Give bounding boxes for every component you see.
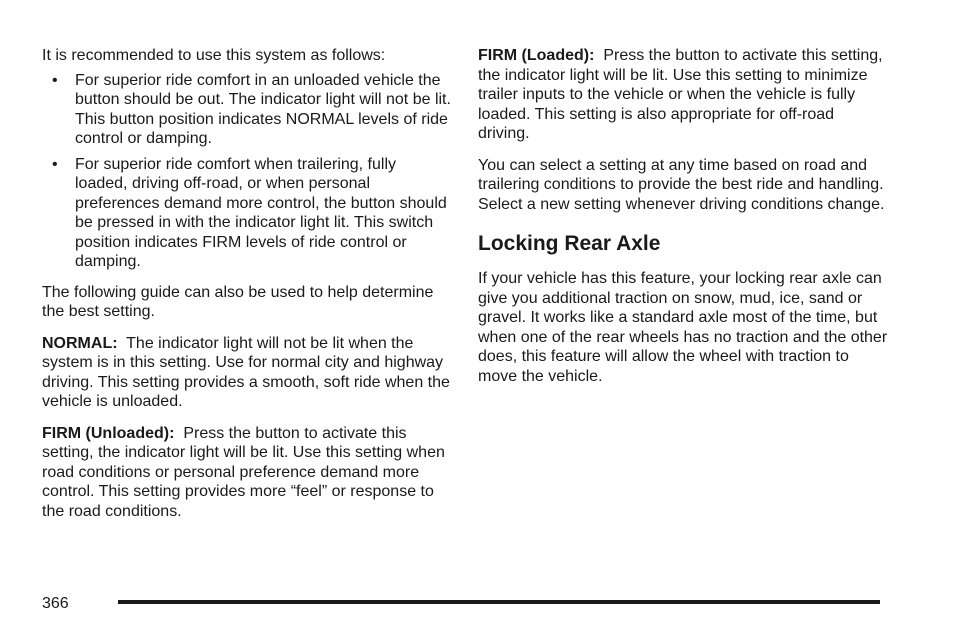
list-item: [42, 71, 452, 149]
firm-loaded-term: FIRM (Loaded):: [478, 47, 595, 64]
recommendation-list: [42, 71, 452, 272]
guide-paragraph: The following guide can also be used to help determine the best setting.: [42, 283, 434, 320]
normal-term: NORMAL:: [42, 334, 118, 352]
firm-unloaded-term: FIRM (Unloaded):: [42, 424, 175, 442]
right-column: [478, 46, 888, 398]
section-heading: Locking Rear Axle: [478, 232, 661, 255]
normal-description: The indicator light will not be lit when the system is in this setting. Use for normal city and highway driving. This setting provides a smooth, soft ride when the vehicle is unloaded.: [42, 334, 450, 410]
select-setting-paragraph: You can select a setting at any time based on road and trailering conditions to provide the best ride and handling. Select a new setting whenever driving conditions change.: [478, 156, 885, 213]
list-item-text: For superior ride comfort when trailering, fully loaded, driving off-road, or when personal preferences demand more control, the button should be pressed in with the indicator light lit. This switch position indicates FIRM levels of ride control or damping.: [75, 155, 447, 270]
footer-rule: [118, 600, 880, 604]
list-item: [42, 155, 452, 272]
firm-loaded-paragraph: [478, 46, 888, 144]
axle-paragraph: If your vehicle has this feature, your locking rear axle can give you additional traction on snow, mud, ice, sand or gravel. It works like a standard axle most of the time, but when one of the rear wheels has no traction and the other does, this feature will allow the wheel with traction to move the vehicle.: [478, 270, 888, 385]
normal-paragraph: [42, 334, 452, 412]
list-item-text: For superior ride comfort in an unloaded vehicle the button should be out. The indicator light will not be lit. This button position indicates NORMAL levels of ride control or damping.: [75, 71, 451, 147]
bullet-icon: •: [52, 71, 58, 89]
bullet-icon: •: [52, 155, 58, 173]
firm-unloaded-paragraph: [42, 424, 452, 522]
left-column: [42, 46, 452, 533]
firm-loaded-description: Press the button to activate this setting, the indicator light will be lit. Use this setting to minimize trailer inputs to the vehicle or when the vehicle is fully loaded. This setting is also appropriate for off-road driving.: [478, 47, 883, 142]
firm-unloaded-description: Press the button to activate this setting, the indicator light will be lit. Use this setting when road conditions or personal preference demand more control. This setting provides more “feel” or response to the road conditions.: [42, 424, 445, 520]
page-number: 366: [42, 595, 69, 612]
intro-paragraph: It is recommended to use this system as follows:: [42, 47, 386, 64]
